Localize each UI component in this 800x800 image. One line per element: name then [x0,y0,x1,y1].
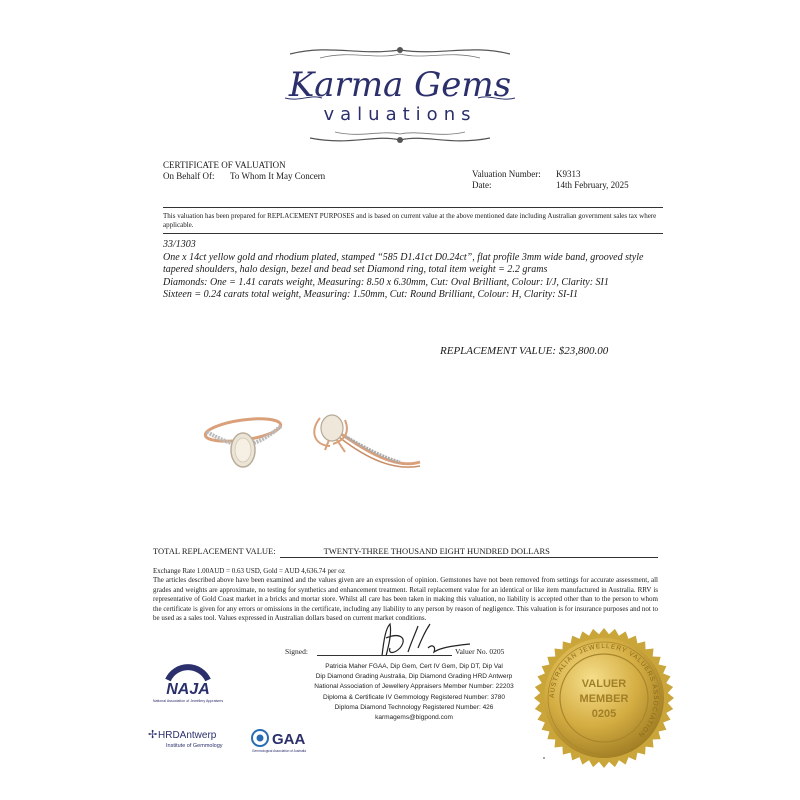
diamonds-main: Diamonds: One = 1.41 carats weight, Measuring: 8.50 x 6.30mm, Cut: Oval Brilliant, Colour: I/J, Clarity: SI1 [163,276,609,288]
item-description [163,239,653,302]
svg-text:AUSTRALIAN JEWELLERY VALUERS A: AUSTRALIAN JEWELLERY VALUERS ASSOCIATION [548,642,660,739]
logo-word: valuations [323,104,477,125]
svg-text:HRDAntwerp: HRDAntwerp [158,730,217,741]
logo-script: Karma Gems [288,65,512,105]
credential-line: Diploma Diamond Technology Registered Number: 426 [334,703,494,711]
on-behalf-value: To Whom It May Concern [230,171,326,181]
item-details: One x 14ct yellow gold and rhodium plated, stamped “585 D1.41ct D0.24ct”, flat profile 3mm wide band, grooved style tapered shoulders, halo design, bezel and bead set Diamond ring, total item weight = 2.2 grams [163,251,644,275]
contact-email: karmagems@bigpond.com [375,714,453,722]
svg-text:National Association of Jewell: National Association of Jewellery Appraisers [152,699,224,703]
signed-label: Signed: [285,647,308,656]
gaa-logo [250,725,340,755]
svg-text:MEMBER: MEMBER [579,693,629,705]
signature-rule [317,655,452,656]
top-rule [163,207,663,208]
certificate-header [163,160,363,182]
ring-photos [195,400,435,500]
valuer-number: Valuer No. 0205 [455,647,505,656]
valuer-member-seal [533,627,675,769]
valuation-number: K9313 [556,169,581,179]
ring-front-image [204,415,282,467]
credential-line: Diploma & Certificate IV Gemmology Registered Number: 3780 [322,693,506,701]
svg-text:VALUER: VALUER [581,678,627,690]
svg-text:NAJA: NAJA [166,681,210,698]
valuation-info [472,169,672,191]
ring-side-image [314,415,420,467]
naja-logo [152,656,224,716]
valuation-date: 14th February, 2025 [556,180,629,190]
diamonds-secondary: Sixteen = 0.24 carats total weight, Measuring: 1.50mm, Cut: Round Brilliant, Colour: H, Clarity: SI-I1 [163,289,579,300]
karma-gems-logo [250,42,550,154]
certificate-title: CERTIFICATE OF VALUATION [163,160,286,170]
total-label: TOTAL REPLACEMENT VALUE: [153,546,276,556]
credential-line: Dip Diamond Grading Australia, Dip Diamond Grading HRD Antwerp [315,673,513,681]
svg-text:Gemmological Association of Au: Gemmological Association of Australia [252,749,307,753]
terms-disclaimer: The articles described above have been examined and the values given are an expression of opinion. Gemstones have not been removed from settings for accurate assessment, all grades and weights are approximate, no testing for synthetics and enhancement treatment. Retail replacement value for an identical or like item manufactured in Australia. RRV is representative of Gold Coast market in a bricks and mortar store. Whilst all care has been taken in making this valuation, no liability is accepted other than to the person to whom the certificate is given for any errors or omissions in the certificate, including any liability to any person by reason of negligence. This valuation is for insurance purposes and not to be used as a sales tool. Values expressed in Australian dollars based on current market conditions. [153,576,658,623]
reference-number: 33/1303 [163,239,196,250]
stray-mark [543,757,545,759]
valuation-number-label: Valuation Number: [472,169,541,179]
svg-text:0205: 0205 [591,708,617,720]
total-value-words: TWENTY-THREE THOUSAND EIGHT HUNDRED DOLLARS [280,546,658,558]
bottom-rule [163,233,663,234]
hrd-antwerp-logo [146,726,246,752]
on-behalf-label: On Behalf Of: [163,171,215,181]
svg-text:GAA: GAA [272,731,306,748]
replacement-value: REPLACEMENT VALUE: $23,800.00 [440,345,609,357]
credential-line: Patricia Maher FGAA, Dip Gem, Cert IV Gem, Dip DT, Dip Val [325,663,503,670]
total-replacement-line [153,546,658,558]
prep-note: This valuation has been prepared for REPLACEMENT PURPOSES and is based on current value at the above mentioned date including Australian government sales tax where applicable. [163,212,657,229]
svg-text:Institute of Gemmology: Institute of Gemmology [166,743,223,749]
credential-line: National Association of Jewellery Appraisers Member Number: 22203 [314,683,514,691]
valuer-credentials [282,662,546,723]
date-label: Date: [472,180,492,190]
exchange-rate: Exchange Rate 1.00AUD = 0.63 USD, Gold = AUD 4,636.74 per oz [153,567,345,575]
svg-text:✢: ✢ [148,729,158,741]
